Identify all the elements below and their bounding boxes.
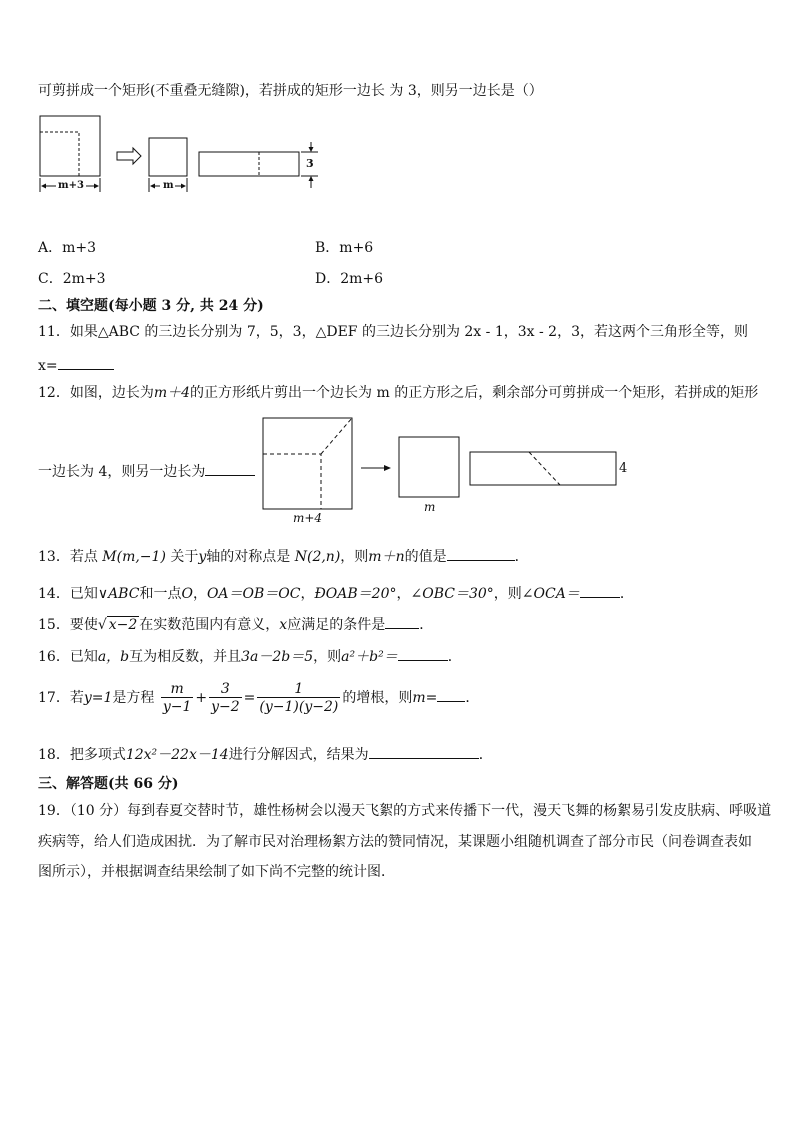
q13-expr: m＋n [368,549,405,565]
q12-expr: m＋4 [153,385,191,401]
answer-blank [437,687,465,702]
q14-equation: ÐOAB＝20° [314,586,397,602]
q14-point-o: O [181,586,193,602]
q10-stem: 可剪拼成一个矩形(不重叠无缝隙)，若拼成的矩形一边长 为 3，则另一边长是（） [38,83,543,99]
fraction-numerator: 1 [257,681,340,698]
q12-text-b: 的正方形纸片剪出一个边长为 m 的正方形之后，剩余部分可剪拼成一个矩形，若拼成的矩形 [190,385,759,401]
q16 [38,646,462,666]
option-text: m+6 [339,240,374,256]
answer-blank [398,646,448,661]
q17-var: m= [412,690,438,706]
fraction-numerator: 3 [209,681,242,698]
q17 [38,676,479,720]
q19-line2: 疾病等，给人们造成困扰．为了解市民对治理杨絮方法的赞同情况，某课题小组随机调查了部分市民（问卷调查表如 [38,834,752,850]
q17-text: 是方程 [112,690,155,706]
q15-radicand: x−2 [108,617,138,633]
q13-axis: y [198,549,207,565]
q16-end: ． [447,649,462,665]
q14-end: ． [619,586,634,602]
q11-line1: 11．如果△ABC 的三边长分别为 7，5，3，△DEF 的三边长分别为 2x - 1，3x - 2，3，若这两个三角形全等，则 [38,324,748,340]
option-text: m+3 [62,240,97,256]
q16-vars: a，b [97,649,130,665]
q15-text: 应满足的条件是 [287,617,386,633]
q12-line2-text: 一边长为 4，则另一边长为 [38,464,206,480]
fraction-denominator: (y−1)(y−2) [259,698,339,715]
q13-text: 轴的对称点是 [206,549,291,565]
q17-text: 的增根，则 [342,690,413,706]
q16-text: 16．已知 [38,649,98,665]
q10-fig-label-small: m [163,180,174,191]
option-key: A． [38,240,63,256]
q14-text: ， [396,586,411,602]
q15 [38,614,433,634]
q13 [38,546,529,566]
sqrt-sign: √ [97,617,107,633]
q13-text: 的值是 [404,549,447,565]
answer-blank [369,744,479,759]
q18 [38,744,493,764]
q17-value: y=1 [83,690,113,706]
q12-fig-label-side: 4 [619,461,628,476]
section3-heading: 三、解答题(共 66 分) [38,776,179,792]
q15-end: ． [419,617,434,633]
option-text: 2m+3 [62,271,106,287]
q15-var: x [279,617,288,633]
q14-equation: OA＝OB＝OC [206,586,301,602]
answer-blank [580,583,620,598]
q18-end: ． [478,747,493,763]
fraction-denominator: y−2 [211,698,240,715]
q13-point-m: M(m,−1) [102,549,166,565]
option-key: D． [315,271,341,287]
q12-figure-drawing [0,0,794,540]
q13-point-n: N(2,n) [294,549,341,565]
q12-fig-label-big: m+4 [293,511,323,525]
plus-sign: + [195,690,208,706]
q13-text: 关于 [170,549,199,565]
q16-equation: 3a－2b＝5 [241,649,314,665]
fraction-denominator: y−1 [162,698,192,715]
q10-fig-label-big: m+3 [58,180,84,191]
q16-expr: a²＋b²＝ [341,649,398,665]
equals-sign: = [243,690,256,706]
fraction [257,681,340,716]
option-key: B． [315,240,340,256]
q16-text: ，则 [313,649,342,665]
q15-text: 在实数范围内有意义， [139,617,280,633]
q13-text: ，则 [340,549,369,565]
option-key: C． [38,271,63,287]
option-text: 2m+6 [340,271,384,287]
q16-text: 互为相反数，并且 [129,649,242,665]
q17-text: 17．若 [38,690,84,706]
q12-fig-label-small: m [424,500,436,514]
q19-line3: 图所示），并根据调查结果绘制了如下尚不完整的统计图． [38,864,395,880]
section2-heading: 二、填空题(每小题 3 分, 共 24 分) [38,298,264,314]
q12-text-a: 12．如图，边长为 [38,385,154,401]
fraction [209,681,242,716]
q14-text: 和一点 [139,586,182,602]
q13-end: ． [514,549,529,565]
q14-equation: ∠OCA＝ [521,586,580,602]
q14 [38,583,634,603]
q18-polynomial: 12x²－22x－14 [125,747,229,763]
q13-text: 13．若点 [38,549,98,565]
q17-end: ． [465,690,480,706]
q14-text: ，则 [493,586,522,602]
q18-text: 进行分解因式，结果为 [228,747,369,763]
q14-text: 14．已知 [38,586,98,602]
fraction [161,681,194,716]
fraction-numerator: m [161,681,194,698]
answer-blank [385,614,419,629]
q15-text: 15．要使 [38,617,98,633]
q19-line1: 19．（10 分）每到春夏交替时节，雄性杨树会以漫天飞絮的方式来传播下一代，漫天飞舞的杨絮易引发皮肤病、呼吸道 [38,803,772,819]
q14-equation: ∠OBC＝30° [410,586,494,602]
answer-blank [447,546,515,561]
q11-prefix: x= [38,358,58,374]
q10-fig-label-side: 3 [306,157,314,170]
q18-text: 18．把多项式 [38,747,126,763]
q14-text: ， [300,586,315,602]
q14-text: ， [192,586,207,602]
q14-triangle: ∨ABC [97,586,140,602]
